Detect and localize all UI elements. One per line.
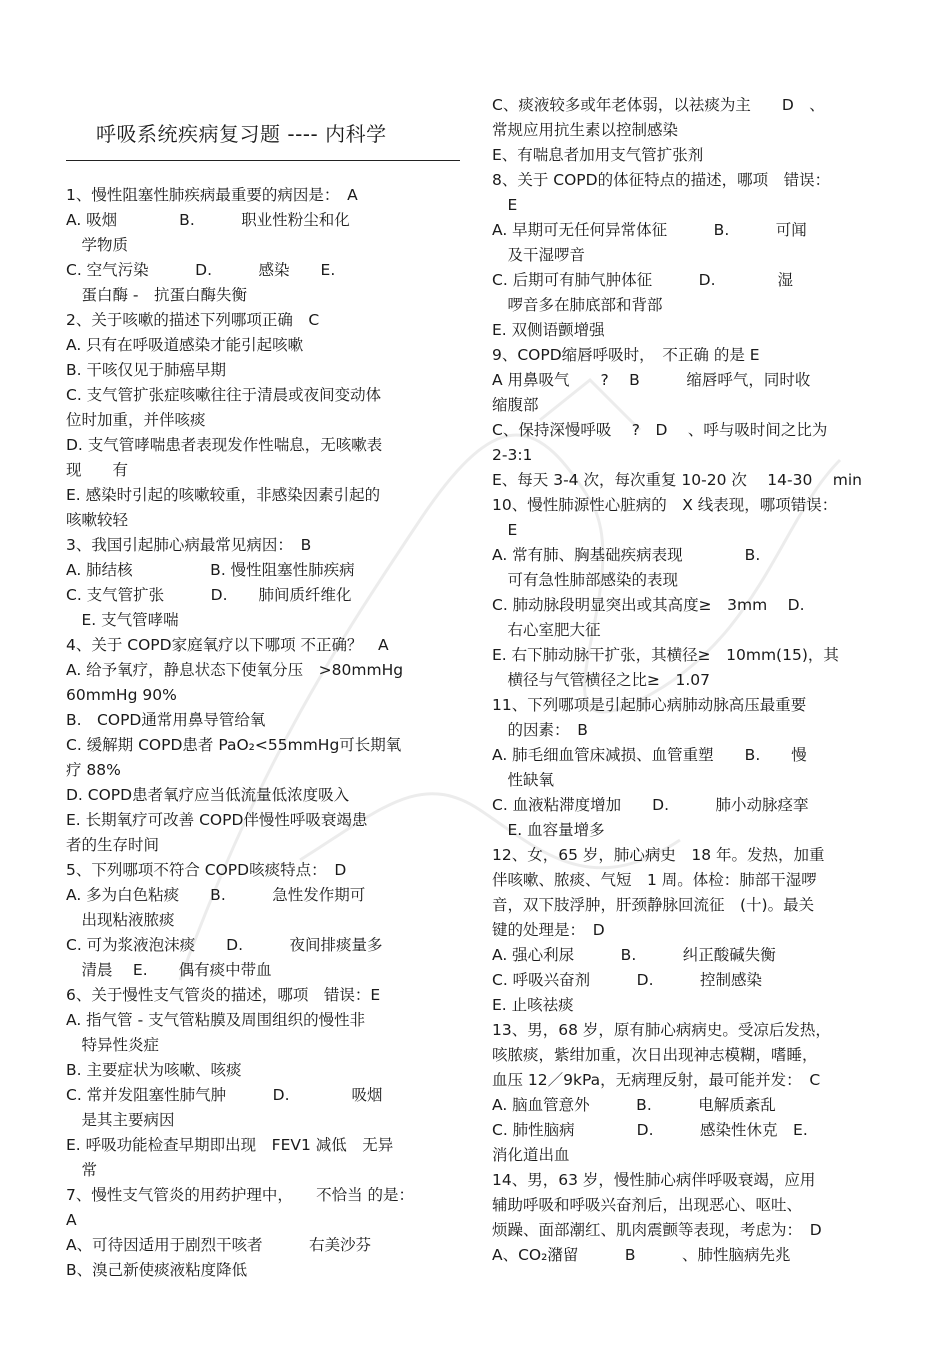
text-line: A <box>66 1211 77 1229</box>
text-line: C. 血液粘滞度增加 D. 肺小动脉痉挛 <box>492 796 809 814</box>
text-line: A. 常有肺、胸基础疾病表现 B. <box>492 546 761 564</box>
text-line: 性缺氧 <box>492 771 555 789</box>
text-line: 及干湿啰音 <box>492 246 586 264</box>
text-line: E、每天 3-4 次，每次重复 10-20 次 14-30 min <box>492 471 862 489</box>
text-line: E. 血容量增多 <box>492 821 605 839</box>
text-line: 疗 88% <box>66 761 121 779</box>
text-line: 出现粘液脓痰 <box>66 911 175 929</box>
text-line: 6、关于慢性支气管炎的描述，哪项 错误：E <box>66 986 381 1004</box>
text-line: 消化道出血 <box>492 1146 570 1164</box>
text-line: E. 止咳祛痰 <box>492 996 574 1014</box>
text-line: A. 多为白色粘痰 B. 急性发作期可 <box>66 886 366 904</box>
text-line: A. 指气管 - 支气管粘膜及周围组织的慢性非 <box>66 1011 366 1029</box>
text-line: 缩腹部 <box>492 396 539 414</box>
text-line: 3、我国引起肺心病最常见病因： B <box>66 536 312 554</box>
left-text-block <box>66 183 462 1283</box>
text-line: C、痰液较多或年老体弱，以祛痰为主 D 、 <box>492 96 825 114</box>
title-divider <box>66 160 460 161</box>
text-line: 伴咳嗽、脓痰、气短 1 周。体检：肺部干湿啰 <box>492 871 817 889</box>
text-line: A. 强心利尿 B. 纠正酸碱失衡 <box>492 946 776 964</box>
text-line: D. 支气管哮喘患者表现发作性喘息，无咳嗽表 <box>66 436 383 454</box>
text-line: E. 长期氧疗可改善 COPD伴慢性呼吸衰竭患 <box>66 811 368 829</box>
text-line: 13、男，68 岁，原有肺心病病史。受凉后发热， <box>492 1021 831 1039</box>
text-line: C. 缓解期 COPD患者 PaO₂<55mmHg可长期氧 <box>66 736 402 754</box>
text-line: 8、关于 COPD的体征特点的描述，哪项 错误： <box>492 171 831 189</box>
text-line: E. 呼吸功能检查早期即出现 FEV1 减低 无异 <box>66 1136 394 1154</box>
text-line: E. 双侧语颤增强 <box>492 321 605 339</box>
text-line: 11、下列哪项是引起肺心病肺动脉高压最重要 <box>492 696 807 714</box>
text-line: 特异性炎症 <box>66 1036 160 1054</box>
text-line: C. 后期可有肺气肿体征 D. 湿 <box>492 271 794 289</box>
text-line: 啰音多在肺底部和背部 <box>492 296 663 314</box>
text-line: 常规应用抗生素以控制感染 <box>492 121 679 139</box>
text-line: 右心室肥大征 <box>492 621 601 639</box>
page-title: 呼吸系统疾病复习题 ---- 内科学 <box>96 122 387 146</box>
text-line: 辅助呼吸和呼吸兴奋剂后，出现恶心、呕吐、 <box>492 1196 803 1214</box>
text-line: E. 感染时引起的咳嗽较重，非感染因素引起的 <box>66 486 381 504</box>
text-line: C. 肺性脑病 D. 感染性休克 E. <box>492 1121 808 1139</box>
text-line: A. 脑血管意外 B. 电解质紊乱 <box>492 1096 776 1114</box>
text-line: A. 只有在呼吸道感染才能引起咳嗽 <box>66 336 304 354</box>
text-line: A、CO₂潴留 B 、肺性脑病先兆 <box>492 1246 791 1264</box>
text-line: A. 肺毛细血管床减损、血管重塑 B. 慢 <box>492 746 807 764</box>
text-line: 者的生存时间 <box>66 836 160 854</box>
text-line: 咳脓痰，紫绀加重，次日出现神志模糊，嗜睡， <box>492 1046 818 1064</box>
text-line: 键的处理是： D <box>492 921 605 939</box>
text-line: C. 肺动脉段明显突出或其高度≥ 3mm D. <box>492 596 805 614</box>
text-line: B、溴己新使痰液粘度降低 <box>66 1261 248 1279</box>
text-line: 音，双下肢浮肿，肝颈静脉回流征 (十)。最关 <box>492 896 815 914</box>
text-line: C. 支气管扩张 D. 肺间质纤维化 <box>66 586 352 604</box>
text-line: E <box>492 521 518 539</box>
text-line: 是其主要病因 <box>66 1111 175 1129</box>
text-line: C. 可为浆液泡沫痰 D. 夜间排痰量多 <box>66 936 383 954</box>
text-line: 蛋白酶 - 抗蛋白酶失衡 <box>66 286 248 304</box>
text-line: 9、COPD缩唇呼吸时， 不正确 的是 E <box>492 346 760 364</box>
text-line: 咳嗽较轻 <box>66 511 129 529</box>
text-line: B. 主要症状为咳嗽、咳痰 <box>66 1061 242 1079</box>
text-line: 2、关于咳嗽的描述下列哪项正确 C <box>66 311 320 329</box>
text-line: C. 空气污染 D. 感染 E. <box>66 261 336 279</box>
text-line: B. 干咳仅见于肺癌早期 <box>66 361 226 379</box>
text-line: A. 吸烟 B. 职业性粉尘和化 <box>66 211 350 229</box>
text-line: E. 支气管哮喘 <box>66 611 179 629</box>
text-line: 的因素： B <box>492 721 588 739</box>
text-line: 10、慢性肺源性心脏病的 X 线表现，哪项错误： <box>492 496 838 514</box>
text-line: 14、男，63 岁，慢性肺心病伴呼吸衰竭，应用 <box>492 1171 816 1189</box>
text-line: 可有急性肺部感染的表现 <box>492 571 679 589</box>
text-line: 横径与气管横径之比≥ 1.07 <box>492 671 710 689</box>
text-line: 学物质 <box>66 236 129 254</box>
text-line: 现 有 <box>66 461 129 479</box>
text-line: 5、下列哪项不符合 COPD咳痰特点： D <box>66 861 347 879</box>
text-line: B. COPD通常用鼻导管给氧 <box>66 711 266 729</box>
text-line: E、有喘息者加用支气管扩张剂 <box>492 146 704 164</box>
text-line: C. 常并发阻塞性肺气肿 D. 吸烟 <box>66 1086 383 1104</box>
text-line: A、可待因适用于剧烈干咳者 右美沙芬 <box>66 1236 372 1254</box>
text-line: C. 呼吸兴奋剂 D. 控制感染 <box>492 971 763 989</box>
text-line: 12、女，65 岁，肺心病史 18 年。发热，加重 <box>492 846 825 864</box>
text-line: A. 早期可无任何异常体征 B. 可闻 <box>492 221 807 239</box>
text-line: 4、关于 COPD家庭氧疗以下哪项 不正确？ A <box>66 636 389 654</box>
text-line: 血压 12／9kPa，无病理反射，最可能并发： C <box>492 1071 821 1089</box>
text-line: 位时加重，并伴咳痰 <box>66 411 206 429</box>
text-line: D. COPD患者氧疗应当低流量低浓度吸入 <box>66 786 350 804</box>
text-line: A. 给予氧疗，静息状态下使氧分压 >80mmHg <box>66 661 404 679</box>
text-line: 1、慢性阻塞性肺疾病最重要的病因是： A <box>66 186 358 204</box>
text-line: E. 右下肺动脉干扩张，其横径≥ 10mm(15)，其 <box>492 646 839 664</box>
text-line: A 用鼻吸气 ? B 缩唇呼气，同时收 <box>492 371 811 389</box>
text-line: 清晨 E. 偶有痰中带血 <box>66 961 272 979</box>
text-line: E <box>492 196 518 214</box>
text-line: 2-3:1 <box>492 446 533 464</box>
text-line: 7、慢性支气管炎的用药护理中， 不恰当 的是： <box>66 1186 415 1204</box>
text-line: 常 <box>66 1161 98 1179</box>
text-line: C、保持深慢呼吸 ? D 、呼与吸时间之比为 <box>492 421 828 439</box>
text-line: C. 支气管扩张症咳嗽往往于清晨或夜间变动体 <box>66 386 382 404</box>
text-line: 60mmHg 90% <box>66 686 177 704</box>
text-line: A. 肺结核 B. 慢性阻塞性肺疾病 <box>66 561 355 579</box>
text-line: 烦躁、面部潮红、肌肉震颤等表现，考虑为： D <box>492 1221 822 1239</box>
right-text-block <box>492 93 884 1268</box>
